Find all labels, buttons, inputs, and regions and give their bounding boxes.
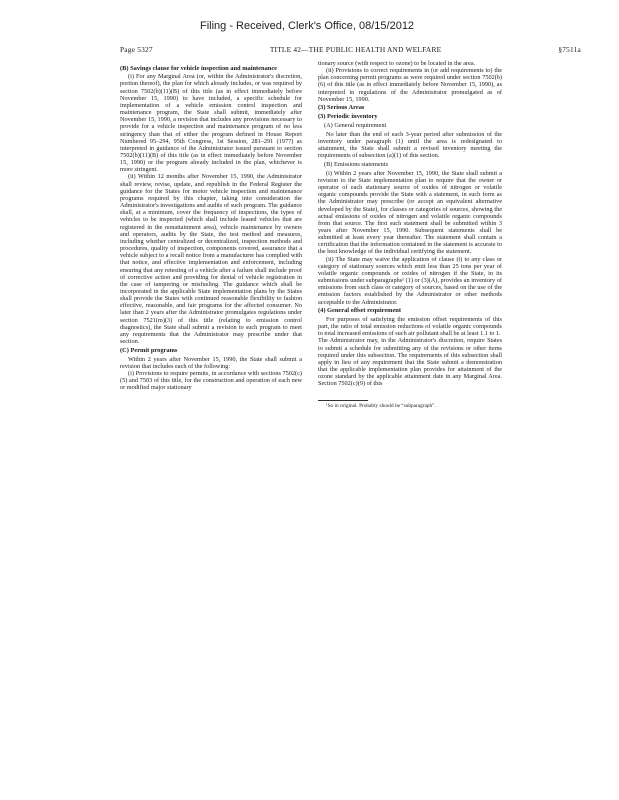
- page-number: Page 5327: [120, 45, 153, 54]
- paragraph: (ii) The State may waive the application of clause (i) to any class or category of stationary sources which emit less than 25 tons per year of volatile organic compounds or oxides of nitrogen if the State, in its submissions under subparagraphs¹ (1) or (3)(A), provides an inventory of emissions from such class or category of sources, based on the use of the emission factors established by the Administrator or other methods acceptable to the Administrator.: [318, 255, 502, 306]
- paragraph: (i) For any Marginal Area (or, within the Administrator's discretion, portion thereof), the plan for which already includes, or was required by section 7502(b)(11)(B) of this title (as in effect immediately before November 15, 1990) to have included, a specific schedule for implementation of a vehicle emission control inspection and maintenance program, the State shall submit, immediately after November 15, 1990, a revision that includes any provisions necessary to provide for a vehicle inspection and maintenance program of no less stringency than that of either the program defined in House Report Numbered 95–294, 95th Congress, 1st Session, 281–291 (1977) as interpreted in guidance of the Administrator issued pursuant to section 7502(b)(11)(B) of this title (as in effect immediately before November 15, 1990) or the program already included in the plan, whichever is more stringent.: [120, 73, 302, 174]
- footnote: ¹So in original. Probably should be “subparagraph”.: [326, 402, 436, 409]
- right-column: [318, 60, 502, 409]
- paragraph: For purposes of satisfying the emission offset requirements of this part, the ratio of total emission reductions of volatile organic compounds to total increased emissions of such air pollutant shall be at least 1.1 to 1.: [318, 316, 502, 338]
- heading-general-requirement: (A) General requirement: [324, 122, 387, 130]
- heading-general-offset: (4) General offset requirement: [318, 307, 401, 315]
- paragraph: The Administrator may, in the Administrator's discretion, require States to submit a schedule for submitting any of the revisions or other items required under this subsection. The requirements of this subsection shall apply in lieu of any requirement that the State submit a demonstration that the applicable implementation plan provides for attainment of the ozone standard by the applicable attainment date in any Marginal Area. Section 7502(c)(9) of this: [318, 337, 502, 388]
- paragraph: tionary source (with respect to ozone) to be located in the area.: [318, 60, 476, 67]
- page-title: TITLE 42—THE PUBLIC HEALTH AND WELFARE: [269, 45, 442, 54]
- paragraph: No later than the end of each 3-year period after submission of the inventory under paragraph (1) until the area is redesignated to attainment, the State shall submit a revised inventory meeting the requirements of subsection (a)(1) of this section.: [318, 130, 502, 160]
- section-number: §7511a: [558, 45, 581, 54]
- paragraph: (i) Within 2 years after November 15, 1990, the State shall submit a revision to the State implementation plan to require that the owner or operator of each stationary source of oxides of nitrogen or volatile organic compounds provide the State with a statement, in such form as the Administrator may prescribe (or accept an equivalent alternative developed by the State), for classes or categories of sources, showing the actual emissions of oxides of nitrogen and volatile organic compounds from that source. The first such statement shall be submitted within 3 years after November 15, 1990. Subsequent statements shall be submitted at least every year thereafter. The statement shall contain a certification that the information contained in the statement is accurate to the best knowledge of the individual certifying the statement.: [318, 169, 502, 256]
- heading-emissions-statements: (B) Emissions statements: [324, 160, 389, 168]
- running-head: [120, 45, 581, 54]
- filing-stamp: Filing - Received, Clerk's Office, 08/15/2012: [200, 20, 415, 32]
- paragraph: (ii) Provisions to correct requirements in (or add requirements to) the plan concerning permit programs as were required under section 7502(b)(6) of this title (as in effect immediately before November 15, 1990), as interpreted in regulations of the Administrator promulgated as of November 15, 1990.: [318, 67, 502, 103]
- paragraph: (i) Provisions to require permits, in accordance with sections 7502(c)(5) and 7503 of this title, for the construction and operation of each new or modified major stationary: [120, 369, 302, 392]
- heading-serious-areas: (3) Serious Areas: [318, 104, 365, 112]
- heading-permit-programs: (C) Permit programs: [120, 346, 178, 354]
- left-column: [120, 63, 302, 391]
- paragraph: (ii) Within 12 months after November 15, 1990, the Administrator shall review, revise, update, and republish in the Federal Register the guidance for the States for motor vehicle inspection and maintenance programs required by this chapter, taking into consideration the Administrator's investigations and audits of such program. The guidance shall, at a minimum, cover the frequency of inspections, the types of vehicles to be inspected (which shall include leased vehicles that are registered in the nonattainment area), vehicle maintenance by owners and operators, audits by the State, the test method and measures, including whether centralized or decentralized, inspection methods and procedures, quality of inspection, components covered, assurance that a vehicle subject to a recall notice from a manufacturer has complied with that notice, and effective implementation and enforcement, including ensuring that any retesting of a vehicle after a failure shall include proof of corrective action and providing for denial of vehicle registration in the case of tampering or misfueling. The guidance which shall be incorporated in the applicable State implementation plans by the States shall provide the States with continued reasonable flexibility to fashion effective, reasonable, and fair programs for the affected consumer. No later than 2 years after the Administrator promulgates regulations under section 7521(m)(3) of this title (relating to emission control diagnostics), the State shall submit a revision to such program to meet any requirements that the Administrator may prescribe under that section.: [120, 173, 302, 346]
- heading-savings-clause: (B) Savings clause for vehicle inspection and maintenance: [120, 64, 277, 72]
- footnote-divider: [318, 400, 368, 401]
- heading-periodic-inventory: (3) Periodic inventory: [318, 113, 378, 121]
- paragraph: Within 2 years after November 15, 1990, the State shall submit a revision that includes each of the following:: [120, 355, 302, 370]
